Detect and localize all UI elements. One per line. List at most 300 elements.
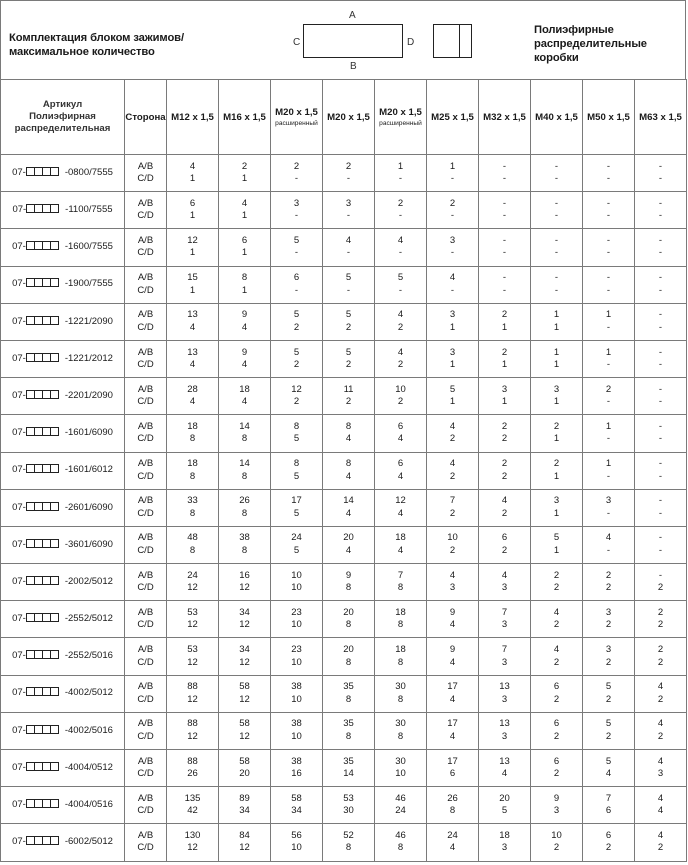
value-cell [427,192,479,229]
value-cd: 5 [293,470,300,482]
value-ab: 7 [449,495,456,507]
value-cell [531,824,583,861]
article-prefix: 07- [12,166,26,178]
value-ab: 5 [553,532,560,544]
value-cell [583,526,635,563]
value-cell [271,303,323,340]
value-cd: 5 [293,433,300,445]
article-suffix: -3601/6090 [64,538,113,550]
table-row [1,489,687,526]
value-cd: 2 [553,693,560,705]
value-cd: 2 [449,433,456,445]
value-ab: 5 [345,272,352,284]
value-cell [635,452,687,489]
value-cd: 1 [189,210,196,222]
value-cell [531,675,583,712]
side-ab-label: A/B [137,718,154,730]
value-cd: 12 [187,582,198,594]
value-cd: - [398,247,403,259]
value-cd: 2 [605,656,612,668]
article-code-boxes-icon [26,576,58,589]
article-suffix: -1900/7555 [64,278,113,290]
value-cd: 20 [239,768,250,780]
value-ab: - [658,197,663,209]
header-size-label: M12 x 1,5 [171,111,214,123]
value-cd: 16 [291,768,302,780]
article-suffix: -4004/0512 [64,761,113,773]
header-size-9 [635,80,687,155]
value-cell [427,378,479,415]
value-cell [375,750,427,787]
header-size-label: M20 x 1,5 [327,111,370,123]
value-ab: 3 [293,197,300,209]
value-cell [583,155,635,192]
value-cd: 1 [449,396,456,408]
article-code-boxes-icon [26,650,58,663]
value-cd: 14 [343,768,354,780]
article-prefix: 07- [12,799,26,811]
value-cd: 1 [449,359,456,371]
value-cell [531,378,583,415]
value-ab: 17 [447,718,458,730]
value-cd: 8 [189,544,196,556]
article-cell [1,489,125,526]
value-cd: 1 [553,359,560,371]
product-title-line3: коробки [534,52,579,64]
side-cell [125,266,167,303]
spec-table [0,79,687,862]
value-cell [479,750,531,787]
value-cell [427,675,479,712]
value-cd: 12 [187,619,198,631]
article-suffix: -1100/7555 [65,204,113,216]
value-ab: 34 [239,644,250,656]
value-cell [635,526,687,563]
value-ab: 5 [605,755,612,767]
value-cell [167,750,219,787]
article-cell [1,750,125,787]
article-prefix: 07- [12,761,26,773]
value-cd: 12 [239,656,250,668]
table-row [1,340,687,377]
value-cd: 4 [241,321,248,333]
value-cell [375,229,427,266]
value-ab: 4 [657,718,664,730]
value-ab: 33 [187,495,198,507]
value-cd: - [606,544,611,556]
value-ab: - [658,272,663,284]
value-ab: 2 [293,160,300,172]
article-cell [1,638,125,675]
table-row [1,229,687,266]
value-ab: 24 [187,569,198,581]
diagram-label-a: A [349,10,356,21]
value-cd: 2 [293,359,300,371]
side-cell [125,415,167,452]
value-ab: 2 [501,346,508,358]
value-cd: - [606,433,611,445]
value-ab: 4 [449,272,456,284]
value-cell [479,192,531,229]
value-cell [427,340,479,377]
value-cd: - [606,247,611,259]
article-suffix: -2201/2090 [64,389,113,401]
value-cd: 1 [241,247,248,259]
value-ab: 48 [187,532,198,544]
value-cd: 2 [553,842,560,854]
side-ab-label: A/B [137,458,154,470]
value-cd: 4 [241,359,248,371]
value-ab: 10 [447,532,458,544]
value-cell [479,824,531,861]
value-cell [479,601,531,638]
value-cd: - [658,359,663,371]
value-cd: 8 [189,470,196,482]
article-prefix: 07- [12,352,26,364]
article-code-boxes-icon [26,167,58,180]
value-cell [427,526,479,563]
value-cd: 30 [343,805,354,817]
value-cell [167,340,219,377]
value-ab: 6 [397,458,404,470]
value-cell [531,638,583,675]
value-cell [531,192,583,229]
value-cd: - [502,247,507,259]
value-cell [531,155,583,192]
side-cd-label: C/D [137,582,154,594]
value-cell [375,192,427,229]
value-cd: 24 [395,805,406,817]
value-cd: - [294,173,299,185]
value-ab: 3 [605,495,612,507]
value-cell [583,303,635,340]
value-cell [635,340,687,377]
value-cell [635,155,687,192]
value-cd: 4 [241,396,248,408]
value-ab: 4 [657,792,664,804]
article-prefix: 07- [12,538,26,550]
value-ab: 58 [239,681,250,693]
value-cd: 42 [187,805,198,817]
value-cell [635,601,687,638]
value-ab: 2 [605,383,612,395]
header-size-1 [219,80,271,155]
value-cd: 1 [189,284,196,296]
article-prefix: 07- [12,613,26,625]
value-ab: 35 [343,755,354,767]
value-cell [167,155,219,192]
value-cd: 6 [449,768,456,780]
value-cd: 1 [501,321,508,333]
value-cd: 5 [293,507,300,519]
value-ab: 13 [499,718,510,730]
value-cd: 4 [449,693,456,705]
table-row [1,452,687,489]
side-ab-label: A/B [137,346,154,358]
value-cell [219,526,271,563]
value-cell [531,452,583,489]
value-cd: 4 [345,433,352,445]
article-code-boxes-icon [26,613,58,626]
value-ab: 3 [605,644,612,656]
value-cell [219,415,271,452]
article-suffix: -2601/6090 [64,501,113,513]
side-ab-label: A/B [137,569,154,581]
article-code-boxes-icon [26,316,58,329]
value-ab: 26 [447,792,458,804]
value-cd: 2 [345,359,352,371]
header-size-label: M16 x 1,5 [223,111,266,123]
value-cell [583,452,635,489]
value-ab: 18 [395,532,406,544]
value-ab: - [554,234,559,246]
side-cd-label: C/D [137,768,154,780]
value-cd: 34 [291,805,302,817]
value-cell [271,415,323,452]
diagram-label-b: B [350,61,357,72]
value-cell [427,415,479,452]
value-cell [219,378,271,415]
side-cd-label: C/D [137,247,154,259]
value-cell [323,564,375,601]
value-ab: 3 [605,606,612,618]
value-cell [583,340,635,377]
value-cd: 4 [189,321,196,333]
value-cd: 2 [397,359,404,371]
value-cell [219,266,271,303]
article-prefix: 07- [12,501,26,513]
side-ab-label: A/B [137,829,154,841]
value-ab: 3 [449,234,456,246]
side-cd-label: C/D [137,433,154,445]
value-cd: 1 [449,321,456,333]
value-cell [479,266,531,303]
value-cell [167,378,219,415]
value-cd: 1 [553,544,560,556]
value-cd: 3 [501,656,508,668]
value-cd: 2 [657,582,664,594]
value-ab: 15 [187,272,198,284]
value-cd: 8 [189,433,196,445]
value-ab: - [658,346,663,358]
value-cell [219,192,271,229]
header-side: Сторона [125,80,167,155]
side-cell [125,601,167,638]
value-cell [531,564,583,601]
article-cell [1,415,125,452]
value-cell [635,303,687,340]
value-cd: - [346,173,351,185]
table-body [1,155,687,862]
value-ab: 13 [499,681,510,693]
value-ab: - [554,160,559,172]
value-ab: 6 [189,197,196,209]
value-ab: 6 [553,755,560,767]
table-row [1,787,687,824]
side-ab-label: A/B [137,644,154,656]
value-cd: 2 [501,433,508,445]
header-size-label: M50 x 1,5 [587,111,630,123]
value-cd: 2 [501,544,508,556]
table-row [1,303,687,340]
value-cd: 2 [605,693,612,705]
value-cell [479,564,531,601]
value-cell [531,787,583,824]
value-ab: 17 [447,755,458,767]
header-size-sub: расширенный [379,120,422,127]
value-cell [375,415,427,452]
value-cd: 2 [605,842,612,854]
value-ab: 1 [605,420,612,432]
value-cd: 26 [187,768,198,780]
value-cell [219,712,271,749]
value-cd: 3 [501,842,508,854]
value-ab: 3 [553,383,560,395]
value-cell [583,378,635,415]
value-cd: 4 [189,396,196,408]
side-cell [125,750,167,787]
value-cd: 2 [553,768,560,780]
value-cd: 8 [397,693,404,705]
article-prefix: 07- [12,724,26,736]
value-cd: - [554,247,559,259]
value-cell [531,712,583,749]
value-cd: - [606,284,611,296]
value-cd: 2 [605,619,612,631]
value-cd: 3 [553,805,560,817]
header-size-label: M20 x 1,5 [379,107,422,118]
value-cd: - [658,210,663,222]
value-ab: 10 [551,829,562,841]
article-code-boxes-icon [26,799,58,812]
value-cd: - [606,210,611,222]
table-header-row [1,80,687,155]
value-cell [427,303,479,340]
value-ab: - [658,458,663,470]
value-cd: - [502,173,507,185]
article-suffix: -2552/5012 [64,613,113,625]
value-cd: 2 [397,321,404,333]
value-cell [583,415,635,452]
value-cd: 2 [553,730,560,742]
value-cell [219,638,271,675]
value-cell [427,452,479,489]
table-row [1,824,687,861]
header [0,0,686,80]
value-ab: 18 [187,458,198,470]
value-cd: - [450,247,455,259]
value-cell [427,489,479,526]
value-ab: 56 [291,829,302,841]
value-ab: 18 [239,383,250,395]
value-cell [583,489,635,526]
side-cd-label: C/D [137,284,154,296]
value-cell [479,229,531,266]
value-cell [635,564,687,601]
value-cd: 2 [605,730,612,742]
value-cd: 8 [241,470,248,482]
article-prefix: 07- [12,315,26,327]
value-cell [323,266,375,303]
value-cd: 2 [501,507,508,519]
value-cd: 10 [291,730,302,742]
product-title-line2: распределительные [534,38,647,50]
value-ab: 8 [345,458,352,470]
article-code-boxes-icon [26,539,58,552]
table-row [1,378,687,415]
article-prefix: 07- [12,650,26,662]
article-suffix: -1600/7555 [64,241,113,253]
article-code-boxes-icon [26,725,58,738]
value-cell [271,192,323,229]
value-cd: 3 [501,619,508,631]
side-cd-label: C/D [137,693,154,705]
value-cd: 2 [293,321,300,333]
value-cd: 8 [449,805,456,817]
value-ab: - [658,532,663,544]
value-cd: 8 [397,582,404,594]
value-cell [635,378,687,415]
value-cd: 1 [553,396,560,408]
value-ab: 16 [239,569,250,581]
article-prefix: 07- [12,427,26,439]
value-ab: 8 [241,272,248,284]
value-cell [635,192,687,229]
value-cell [427,564,479,601]
article-cell [1,192,125,229]
value-cd: - [502,284,507,296]
value-ab: 4 [553,644,560,656]
value-cell [323,155,375,192]
value-cell [583,229,635,266]
value-ab: - [658,160,663,172]
value-ab: 6 [241,234,248,246]
value-cd: 2 [345,321,352,333]
value-ab: 7 [501,606,508,618]
value-cell [375,601,427,638]
box-side-ab-diagram [303,24,403,58]
value-ab: 2 [241,160,248,172]
value-cd: 3 [449,582,456,594]
value-ab: 35 [343,718,354,730]
value-ab: 4 [397,234,404,246]
value-cell [271,452,323,489]
value-cd: 10 [291,582,302,594]
value-cell [375,787,427,824]
value-cd: 8 [345,693,352,705]
value-cell [271,229,323,266]
value-cell [219,675,271,712]
value-cd: 34 [239,805,250,817]
value-cell [375,489,427,526]
value-cell [635,675,687,712]
side-cell [125,192,167,229]
header-size-label: M32 x 1,5 [483,111,526,123]
article-code-boxes-icon [26,687,58,700]
value-ab: 30 [395,718,406,730]
value-cd: 4 [501,768,508,780]
value-cd: 3 [657,768,664,780]
value-ab: 4 [397,346,404,358]
value-ab: 7 [397,569,404,581]
table-title-line1: Комплектация блоком зажимов/ [9,32,184,44]
header-size-2 [271,80,323,155]
value-ab: 28 [187,383,198,395]
value-ab: 30 [395,681,406,693]
value-ab: - [658,309,663,321]
table-row [1,564,687,601]
value-cell [583,787,635,824]
